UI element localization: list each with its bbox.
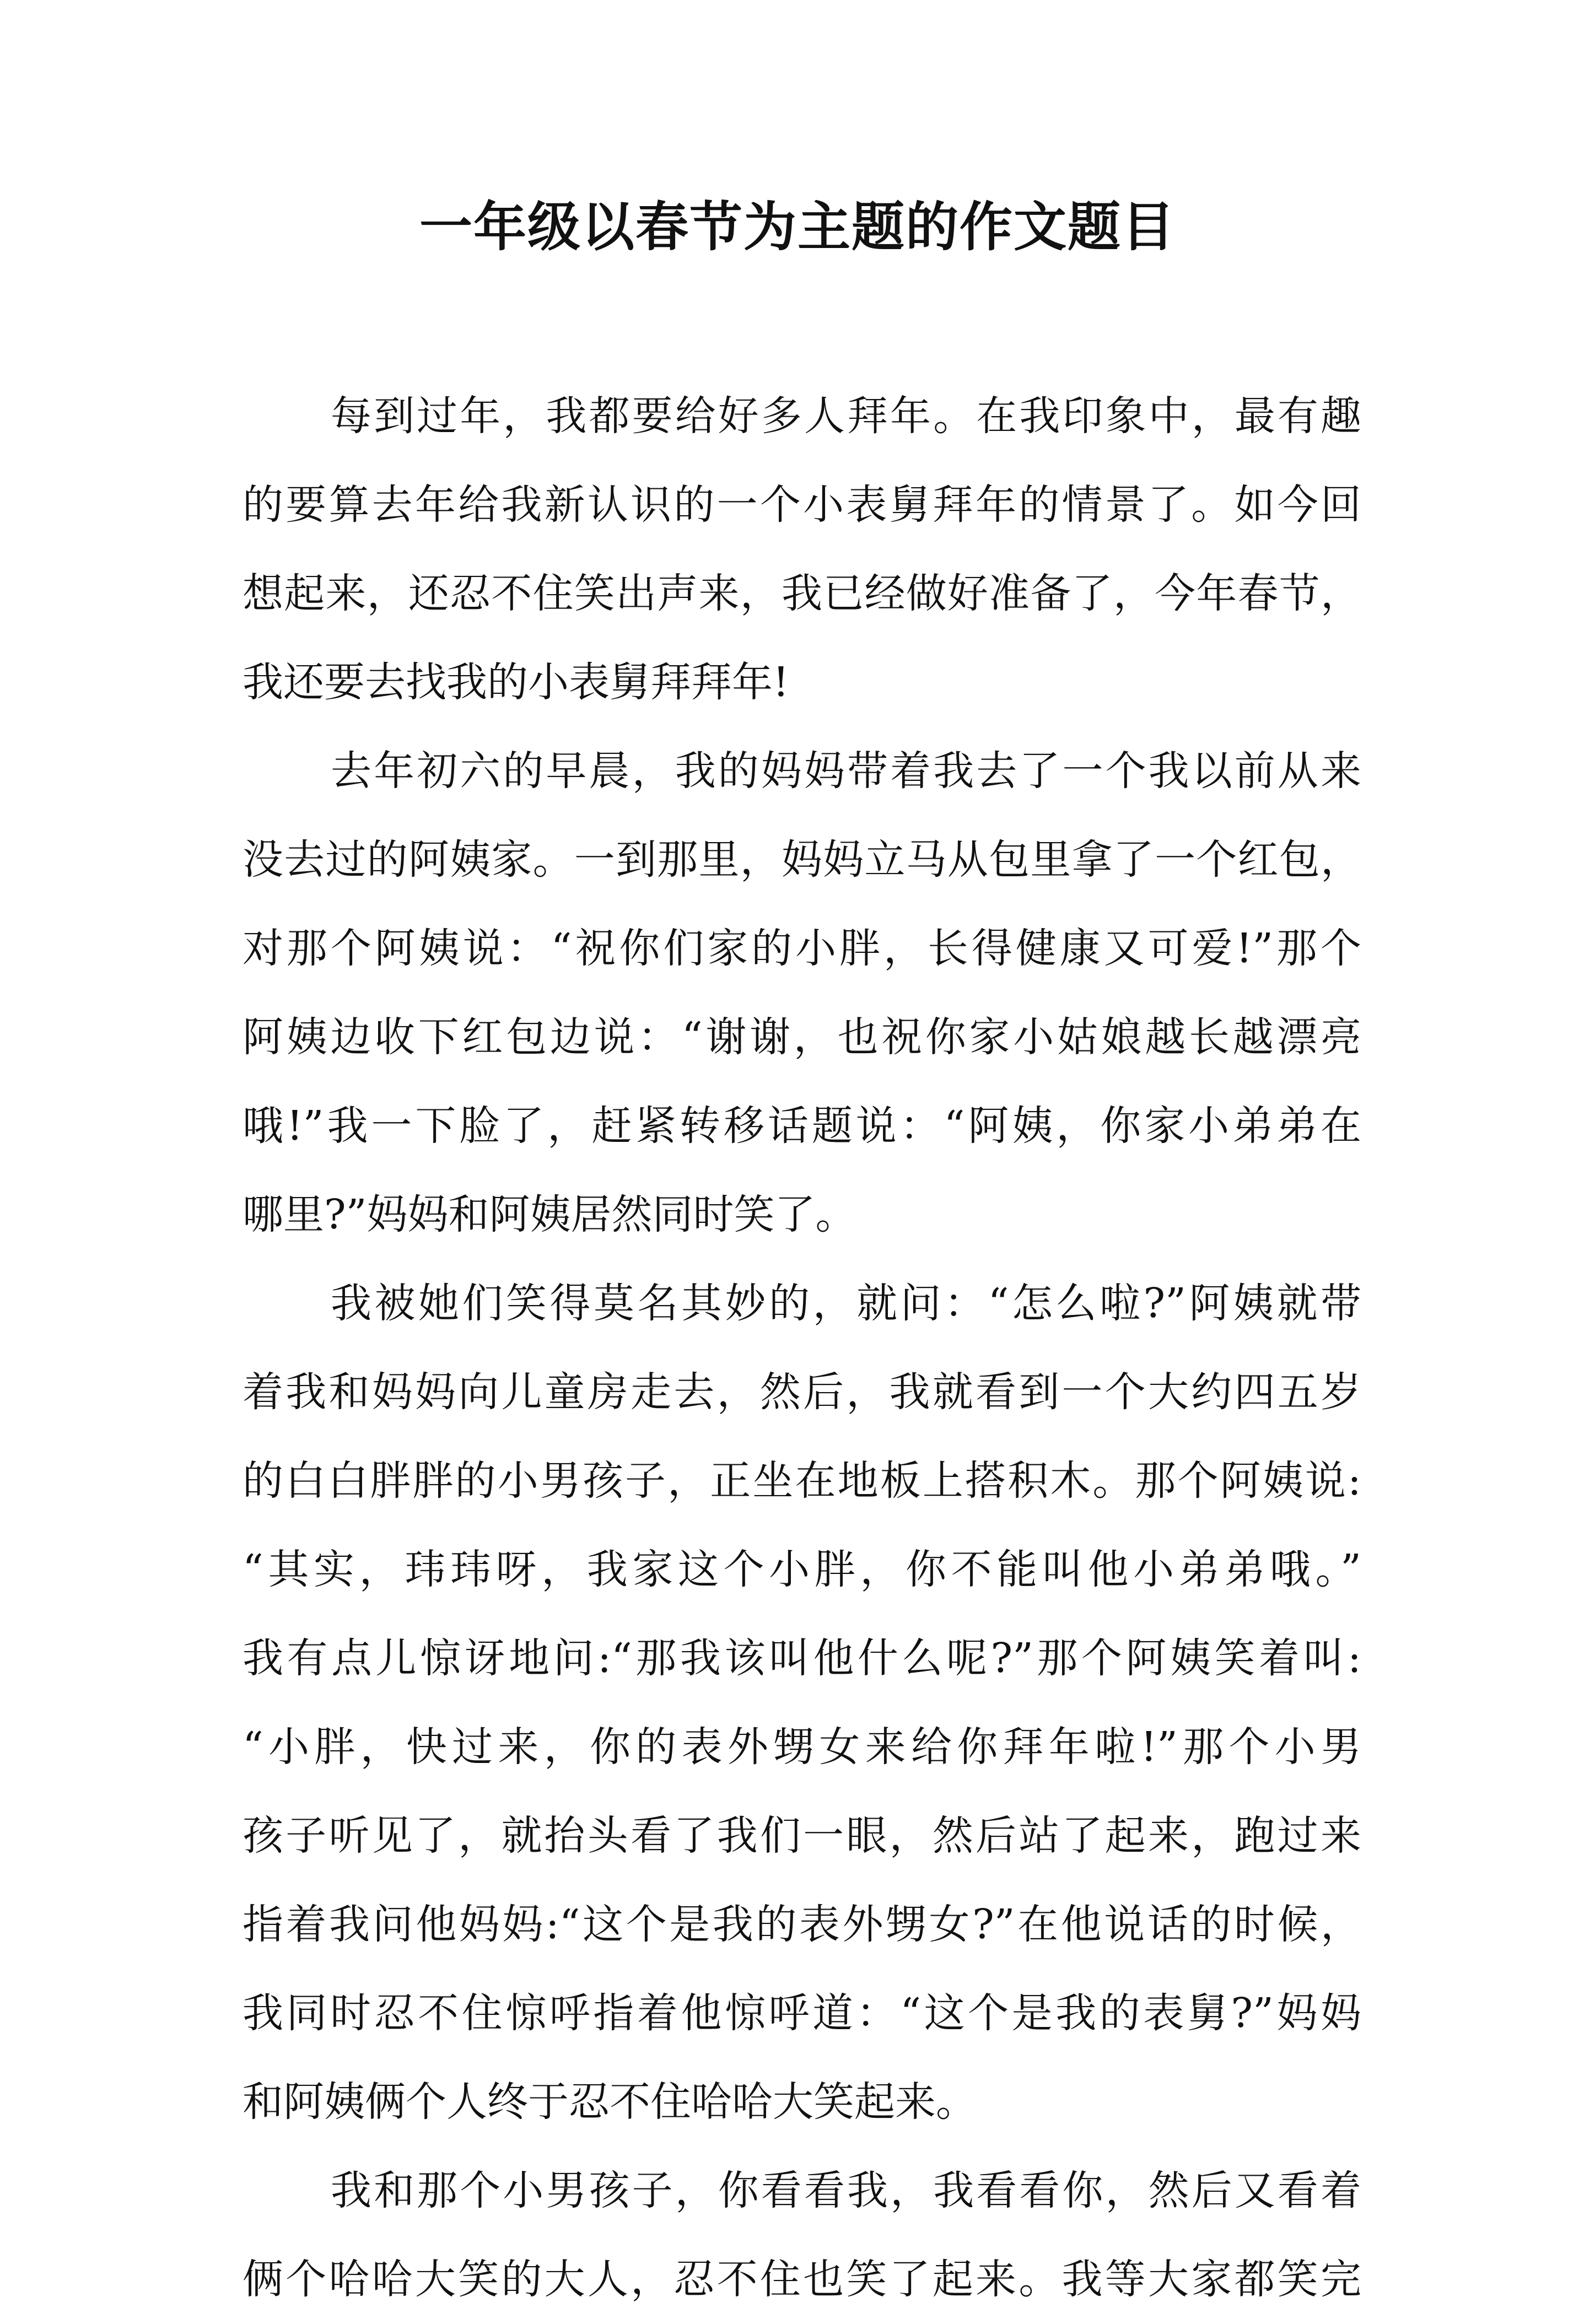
text-line: “其实，玮玮呀，我家这个小胖，你不能叫他小弟弟哦。”	[243, 1546, 1361, 1593]
text-line: 指着我问他妈妈:“这个是我的表外甥女?”在他说话的时候，	[243, 1901, 1361, 1948]
paragraph	[243, 727, 1361, 1259]
text-line: 的白白胖胖的小男孩子，正坐在地板上搭积木。那个阿姨说:	[243, 1457, 1361, 1505]
text-line: 我有点儿惊讶地问:“那我该叫他什么呢?”那个阿姨笑着叫:	[243, 1635, 1361, 1682]
text-line: 没去过的阿姨家。一到那里，妈妈立马从包里拿了一个红包，	[243, 836, 1361, 883]
text-line: 俩个哈哈大笑的大人，忍不住也笑了起来。我等大家都笑完	[243, 2256, 1361, 2303]
text-line: 我和那个小男孩子，你看看我，我看看你，然后又看着	[331, 2167, 1361, 2214]
text-line: 哦!”我一下脸了，赶紧转移话题说：“阿姨，你家小弟弟在	[243, 1102, 1361, 1150]
text-line: 每到过年，我都要给好多人拜年。在我印象中，最有趣	[331, 392, 1361, 440]
text-line: 想起来，还忍不住笑出声来，我已经做好准备了，今年春节，	[243, 570, 1361, 617]
paragraph	[243, 372, 1361, 727]
text-line: “小胖，快过来，你的表外甥女来给你拜年啦!”那个小男	[243, 1723, 1361, 1771]
paragraph	[243, 1259, 1361, 2147]
paragraph	[243, 2147, 1361, 2324]
document-title: 一年级以春节为主题的作文题目	[419, 196, 1176, 258]
text-line: 阿姨边收下红包边说：“谢谢，也祝你家小姑娘越长越漂亮	[243, 1013, 1361, 1061]
text-line: 对那个阿姨说：“祝你们家的小胖，长得健康又可爱!”那个	[243, 925, 1361, 972]
text-line: 我还要去找我的小表舅拜拜年!	[243, 659, 789, 706]
text-line: 和阿姨俩个人终于忍不住哈哈大笑起来。	[243, 2078, 977, 2126]
text-line: 去年初六的早晨，我的妈妈带着我去了一个我以前从来	[331, 747, 1361, 795]
text-line: 孩子听见了，就抬头看了我们一眼，然后站了起来，跑过来	[243, 1812, 1361, 1859]
text-line: 哪里?”妈妈和阿姨居然同时笑了。	[243, 1191, 856, 1238]
text-line: 我同时忍不住惊呼指着他惊呼道：“这个是我的表舅?”妈妈	[243, 1989, 1361, 2037]
text-line: 我被她们笑得莫名其妙的，就问：“怎么啦?”阿姨就带	[331, 1280, 1361, 1327]
text-line: 着我和妈妈向儿童房走去，然后，我就看到一个大约四五岁	[243, 1368, 1361, 1416]
document-body	[243, 372, 1361, 2324]
text-line: 的要算去年给我新认识的一个小表舅拜年的情景了。如今回	[243, 481, 1361, 529]
